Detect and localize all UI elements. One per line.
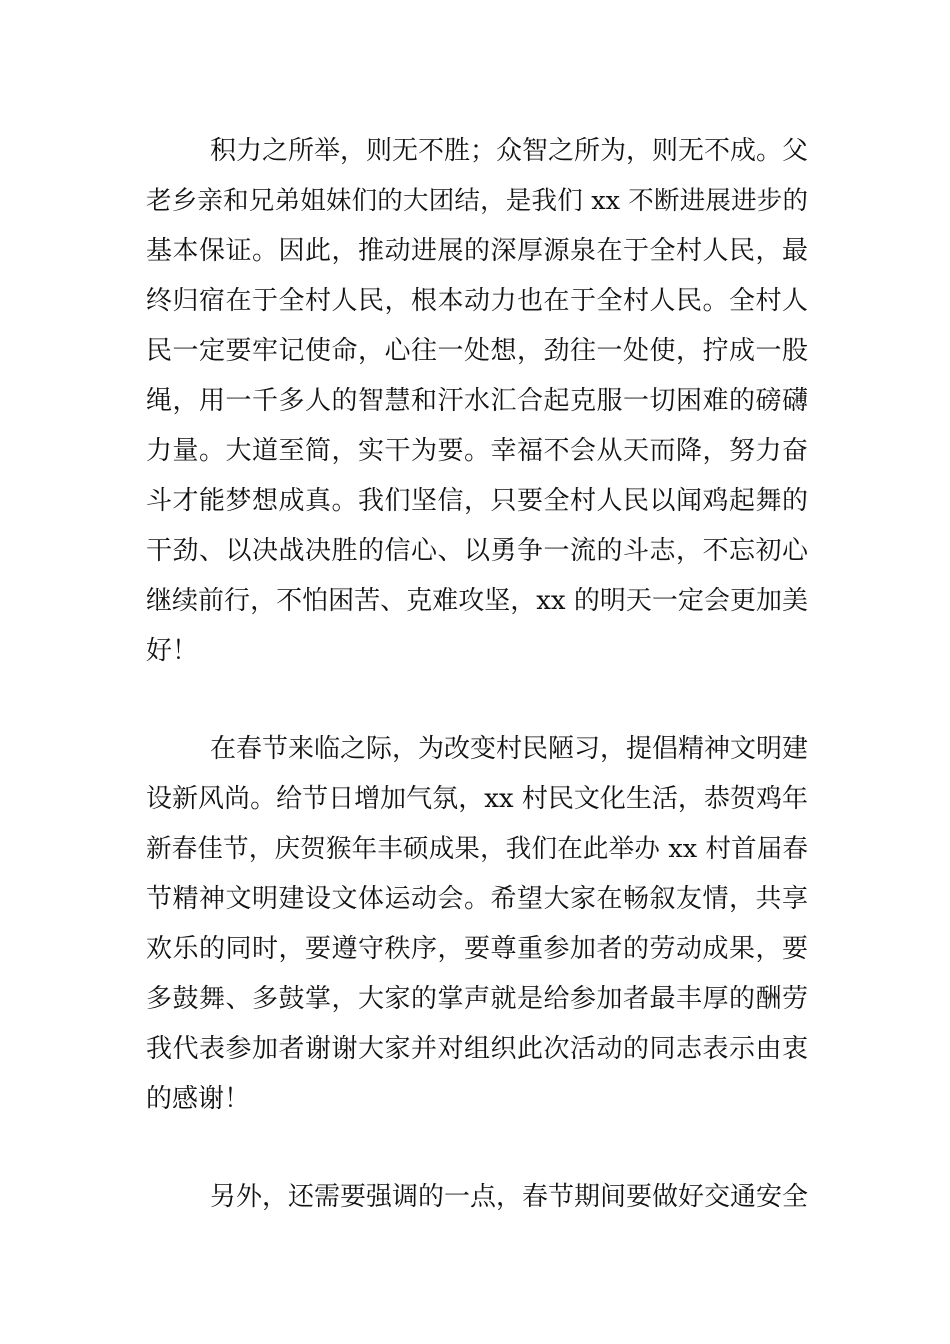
paragraph-1-line-1: 积力之所举，则无不胜；众智之所为，则无不成。父 — [210, 136, 809, 166]
paragraph-2-line-5: 欢乐的同时，要遵守秩序，要尊重参加者的劳动成果，要 — [146, 934, 808, 964]
paragraph-1-line-4: 终归宿在于全村人民，根本动力也在于全村人民。全村人 — [146, 286, 808, 316]
paragraph-1-line-10: 继续前行，不怕困苦、克难攻坚，xx 的明天一定会更加美 — [146, 586, 808, 616]
paragraph-1-line-2: 老乡亲和兄弟姐妹们的大团结，是我们 xx 不断进展进步的 — [146, 186, 808, 216]
paragraph-1-line-6: 绳，用一千多人的智慧和汗水汇合起克服一切困难的磅礴 — [146, 386, 808, 416]
paragraph-1-line-7: 力量。大道至简，实干为要。幸福不会从天而降，努力奋 — [146, 436, 808, 466]
paragraph-1-line-9: 干劲、以决战决胜的信心、以勇争一流的斗志，不忘初心 — [146, 536, 808, 566]
paragraph-2-line-6: 多鼓舞、多鼓掌，大家的掌声就是给参加者最丰厚的酬劳 — [146, 984, 808, 1014]
paragraph-2-line-3: 新春佳节，庆贺猴年丰硕成果，我们在此举办 xx 村首届春 — [146, 834, 808, 864]
paragraph-2-line-7: 我代表参加者谢谢大家并对组织此次活动的同志表示由衷 — [146, 1034, 808, 1064]
paragraph-1-line-3: 基本保证。因此，推动进展的深厚源泉在于全村人民，最 — [146, 236, 808, 266]
paragraph-2-line-2: 设新风尚。给节日增加气氛，xx 村民文化生活，恭贺鸡年 — [146, 784, 808, 814]
paragraph-3-line-1: 另外，还需要强调的一点，春节期间要做好交通安全 — [210, 1182, 809, 1212]
paragraph-1-line-8: 斗才能梦想成真。我们坚信，只要全村人民以闻鸡起舞的 — [146, 486, 808, 516]
paragraph-2-line-8: 的感谢！ — [146, 1084, 251, 1114]
paragraph-2-line-4: 节精神文明建设文体运动会。希望大家在畅叙友情，共享 — [146, 884, 808, 914]
paragraph-2-line-1: 在春节来临之际，为改变村民陋习，提倡精神文明建 — [210, 734, 809, 764]
paragraph-1-line-11: 好！ — [146, 636, 199, 666]
paragraph-1-line-5: 民一定要牢记使命，心往一处想，劲往一处使，拧成一股 — [146, 336, 808, 366]
